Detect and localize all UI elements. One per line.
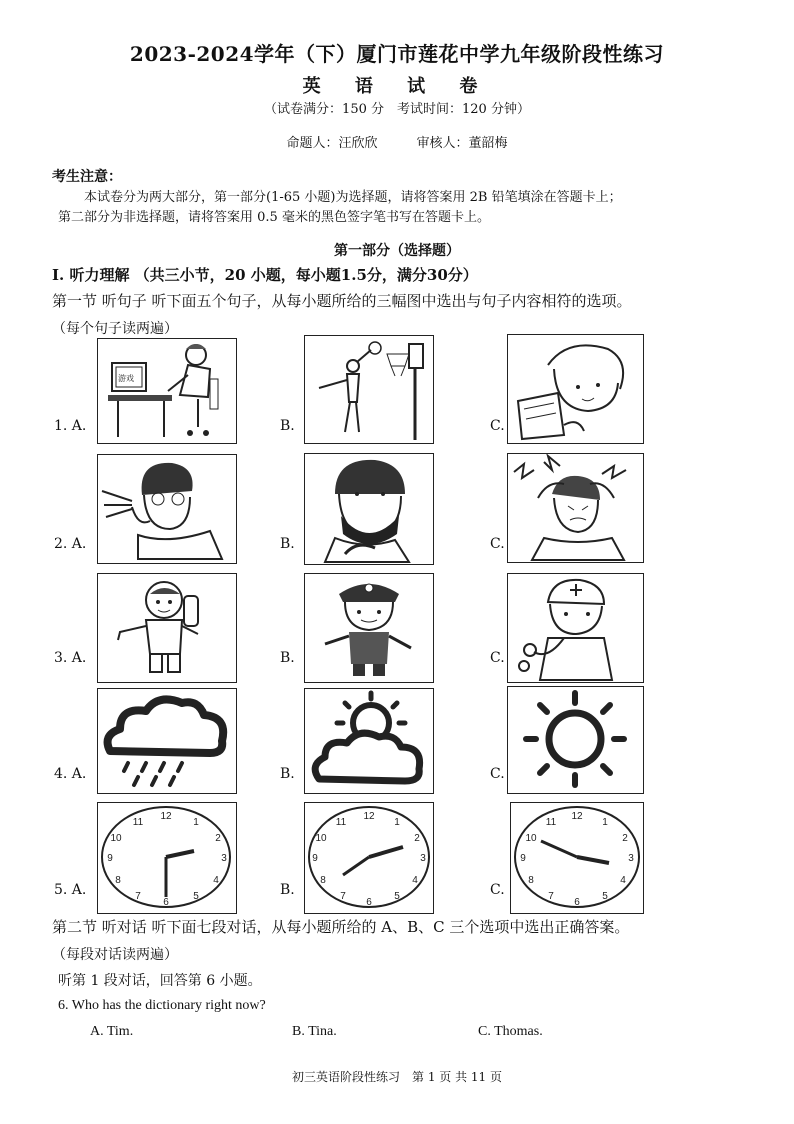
svg-text:1: 1	[394, 817, 400, 828]
svg-text:5: 5	[602, 891, 608, 902]
question-3-option-c: C.	[490, 650, 505, 666]
svg-text:7: 7	[135, 891, 141, 902]
sore-throat-man-picture	[304, 453, 434, 565]
svg-text:12: 12	[160, 811, 172, 822]
exam-title: 2023-2024学年（下）厦门市莲花中学九年级阶段性练习	[129, 42, 665, 66]
svg-text:11: 11	[545, 817, 557, 828]
svg-text:游戏: 游戏	[118, 374, 134, 383]
question-4-label: 4. A.	[54, 766, 87, 782]
question-4-option-c: C.	[490, 766, 505, 782]
notice-line-1: 本试卷分为两大部分，第一部分(1-65 小题)为选择题，请将答案用 2B 铅笔填涂在答题卡上；	[84, 190, 622, 205]
svg-text:11: 11	[132, 817, 144, 828]
svg-text:12: 12	[571, 811, 583, 822]
svg-text:1: 1	[193, 817, 199, 828]
svg-text:6: 6	[163, 897, 169, 908]
question-6-instruction: 听第 1 段对话，回答第 6 小题。	[58, 973, 262, 989]
question-4-option-b: B.	[280, 766, 295, 782]
question-6-option-a: A. Tim.	[90, 1024, 134, 1039]
question-5-option-c: C.	[490, 882, 505, 898]
sunny-picture	[507, 686, 644, 794]
question-6-option-b: B. Tina.	[292, 1024, 337, 1039]
svg-text:3: 3	[221, 853, 227, 864]
headache-boy-picture	[507, 453, 644, 563]
section1-note: （每个句子读两遍）	[52, 321, 178, 337]
question-3-option-b: B.	[280, 650, 295, 666]
question-1-label: 1. A.	[54, 418, 87, 434]
notice-heading: 考生注意：	[52, 169, 122, 185]
exam-subtitle: 英 语 试 卷	[302, 76, 492, 97]
sneezing-man-picture	[97, 454, 237, 564]
question-3-label: 3. A.	[54, 650, 87, 666]
part1-title: 第一部分（选择题）	[334, 243, 460, 259]
svg-text:8: 8	[528, 875, 534, 886]
svg-text:2: 2	[215, 833, 221, 844]
svg-text:8: 8	[115, 875, 121, 886]
svg-text:6: 6	[366, 897, 372, 908]
question-2-label: 2. A.	[54, 536, 87, 552]
svg-text:10: 10	[525, 833, 537, 844]
question-5-label: 5. A.	[54, 882, 87, 898]
page-footer: 初三英语阶段性练习 第 1 页 共 11 页	[292, 1070, 502, 1084]
question-1-option-b: B.	[280, 418, 295, 434]
basketball-player-picture	[304, 335, 434, 444]
question-2-option-b: B.	[280, 536, 295, 552]
svg-text:12: 12	[363, 811, 375, 822]
cloudy-sun-picture	[304, 688, 434, 794]
doctor-picture	[507, 573, 644, 683]
svg-text:7: 7	[340, 891, 346, 902]
notice-line-2: 第二部分为非选择题，请将答案用 0.5 毫米的黑色签字笔书写在答题卡上。	[58, 210, 490, 225]
policeman-picture	[304, 573, 434, 683]
question-6-text: 6. Who has the dictionary right now?	[58, 998, 266, 1013]
exam-info: （试卷满分：150 分 考试时间：120 分钟）	[264, 102, 530, 117]
svg-text:9: 9	[107, 853, 113, 864]
svg-text:2: 2	[414, 833, 420, 844]
svg-text:3: 3	[628, 853, 634, 864]
rainy-cloud-picture	[97, 688, 237, 794]
svg-text:9: 9	[520, 853, 526, 864]
clock-3-30-picture	[97, 802, 237, 914]
svg-text:6: 6	[574, 897, 580, 908]
boy-reading-picture	[507, 334, 644, 444]
question-6-option-c: C. Thomas.	[478, 1024, 543, 1039]
exam-authors: 命题人：汪欣欣 审核人：董韶梅	[286, 136, 508, 151]
svg-text:7: 7	[548, 891, 554, 902]
section2-note: （每段对话读两遍）	[52, 947, 178, 963]
question-1-option-c: C.	[490, 418, 505, 434]
svg-text:4: 4	[620, 875, 626, 886]
svg-text:1: 1	[602, 817, 608, 828]
svg-text:11: 11	[335, 817, 347, 828]
svg-text:2: 2	[622, 833, 628, 844]
svg-text:4: 4	[213, 875, 219, 886]
question-5-option-b: B.	[280, 882, 295, 898]
svg-text:8: 8	[320, 875, 326, 886]
section1-instruction: 第一节 听句子 听下面五个句子，从每小题所给的三幅图中选出与句子内容相符的选项。	[52, 292, 632, 310]
svg-text:10: 10	[315, 833, 327, 844]
svg-text:9: 9	[312, 853, 318, 864]
section2-instruction: 第二节 听对话 听下面七段对话，从每小题所给的 A、B、C 三个选项中选出正确答案。	[52, 918, 630, 936]
question-2-option-c: C.	[490, 536, 505, 552]
svg-text:5: 5	[394, 891, 400, 902]
svg-text:10: 10	[110, 833, 122, 844]
clock-3-50-picture	[510, 802, 644, 914]
svg-text:3: 3	[420, 853, 426, 864]
svg-text:4: 4	[412, 875, 418, 886]
svg-text:5: 5	[193, 891, 199, 902]
astronaut-picture	[97, 573, 237, 683]
clock-2-40-picture	[304, 802, 434, 914]
computer-user-picture	[97, 338, 237, 444]
listening-heading: I. 听力理解 （共三小节，20 小题，每小题1.5分，满分30分）	[52, 266, 478, 284]
